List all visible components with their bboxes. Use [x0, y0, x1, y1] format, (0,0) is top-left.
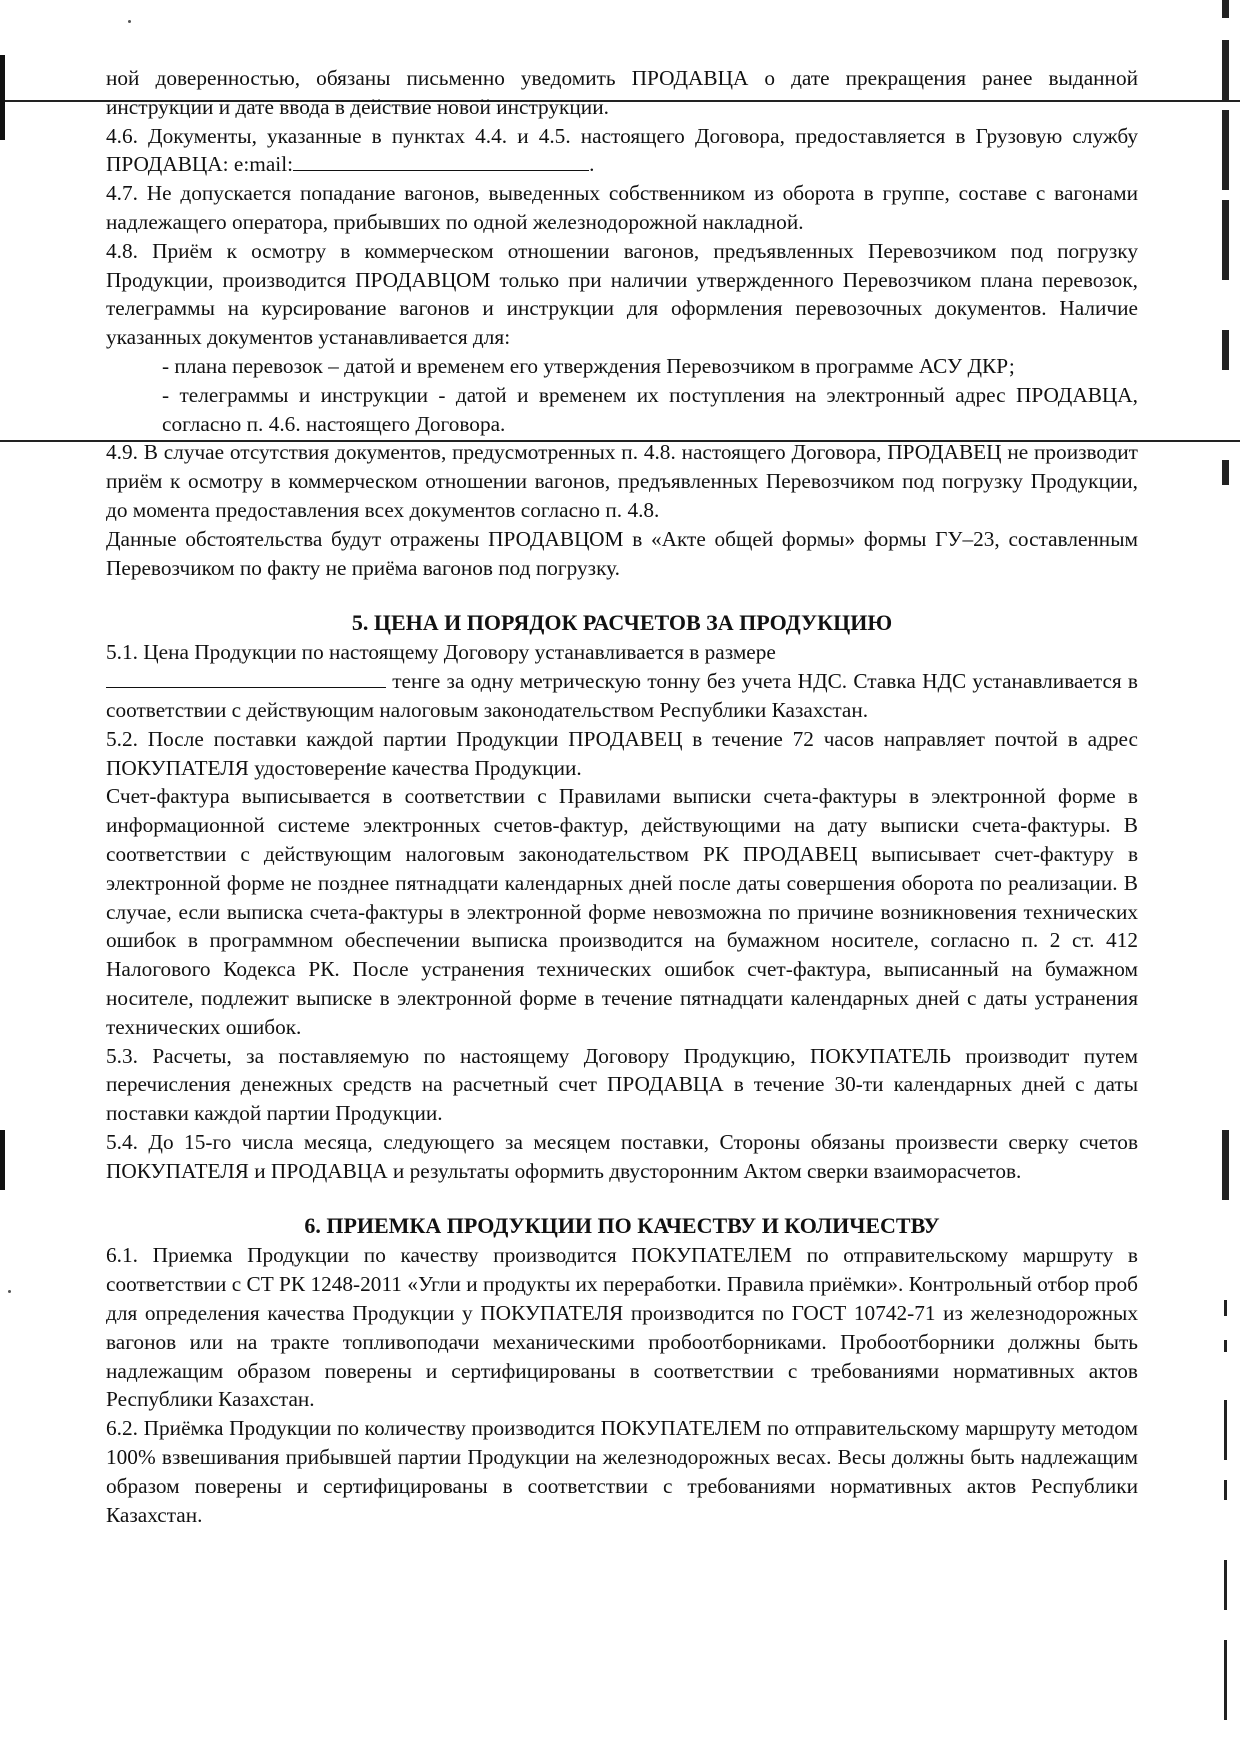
right-edge-mark-3 — [1222, 110, 1229, 190]
paragraph: 5.2. После поставки каждой партии Продукции ПРОДАВЕЦ в течение 72 часов направляет почтой в адрес ПОКУПАТЕЛЯ удостоверение качества Продукции. — [106, 726, 1138, 780]
section-heading: 6. ПРИЕМКА ПРОДУКЦИИ ПО КАЧЕСТВУ И КОЛИЧЕСТВУ — [304, 1213, 940, 1239]
paragraph — [106, 638, 1138, 724]
right-edge-mark-8 — [1224, 1300, 1227, 1316]
right-edge-mark-1 — [1222, 0, 1229, 18]
paragraph-text: 4.6. Документы, указанные в пунктах 4.4. и 4.5. настоящего Договора, предоставляется в Грузовую службу ПРОДАВЦА: e:mail: — [106, 123, 1138, 177]
paragraph: ной доверенностью, обязаны письменно уведомить ПРОДАВЦА о дате прекращения ранее выданной инструкции и дате ввода в действие новой инструкции. — [106, 66, 1138, 119]
paragraph — [106, 122, 1138, 180]
price-blank — [106, 667, 386, 688]
scan-speck — [128, 20, 131, 23]
paragraph: 4.7. Не допускается попадание вагонов, выведенных собственником из оборота в группе, составе с вагонами надлежащего оператора, прибывших по одной железнодорожной накладной. — [106, 181, 1138, 234]
email-blank — [293, 150, 589, 171]
paragraph: 6.1. Приемка Продукции по качеству производится ПОКУПАТЕЛЕМ по отправительскому маршруту в соответствии с СТ РК 1248-2011 «Угли и продукты их переработки. Правила приёмки». Контрольный отбор проб для определения качества Продукции у ПОКУПАТЕЛЯ производится по ГОСТ 10742-71 из железнодорожных вагонов или на тракте топливоподачи механическими пробоотборниками. Пробоотборники должны быть надлежащим образом поверены и сертифицированы в соответствии с требованиями нормативных актов Республики Казахстан. — [106, 1243, 1138, 1412]
right-edge-mark-4 — [1222, 200, 1229, 280]
paragraph: 6.2. Приёмка Продукции по количеству производится ПОКУПАТЕЛЕМ по отправительскому маршруту методом 100% взвешивания прибывшей партии Продукции на железнодорожных весах. Весы должны быть надлежащим образом поверены и сертифицированы в соответствии с требованиями нормативных актов Республики Казахстан. — [106, 1416, 1138, 1527]
document-body — [106, 64, 1138, 1529]
paragraph-text: . — [589, 152, 595, 177]
list-item: - плана перевозок – датой и временем его утверждения Перевозчиком в программе АСУ ДКР; — [162, 353, 1015, 378]
right-edge-mark-2 — [1222, 40, 1229, 100]
paragraph-text: 5.1. Цена Продукции по настоящему Договору устанавливается в размере — [106, 640, 776, 665]
right-edge-mark-7 — [1222, 1130, 1229, 1200]
paragraph-text: тенге за одну метрическую тонну без учета НДС. Ставка НДС устанавливается в соответствии с действующим налоговым законодательством Республики Казахстан. — [106, 669, 1138, 722]
list-item: - телеграммы и инструкции - датой и временем их поступления на электронный адрес ПРОДАВЦА, согласно п. 4.6. настоящего Договора. — [162, 382, 1138, 436]
right-edge-mark-9 — [1224, 1340, 1227, 1352]
paragraph: 5.3. Расчеты, за поставляемую по настоящему Договору Продукцию, ПОКУПАТЕЛЬ производит путем перечисления денежных средств на расчетный счет ПРОДАВЦА в течение 30-ти календарных дней с даты поставки каждой партии Продукции. — [106, 1043, 1138, 1126]
paragraph: 4.9. В случае отсутствия документов, предусмотренных п. 4.8. настоящего Договора, ПРОДАВЕЦ не производит приём к осмотру в коммерческом отношении вагонов, предъявленных Перевозчиком под погрузку Продукции, до момента предоставления всех документов согласно п. 4.8. — [106, 440, 1138, 522]
paragraph: 5.4. До 15-го числа месяца, следующего за месяцем поставки, Стороны обязаны произвести сверку счетов ПОКУПАТЕЛЯ и ПРОДАВЦА и результаты оформить двусторонним Актом сверки взаиморасчетов. — [106, 1129, 1138, 1183]
right-edge-mark-5 — [1222, 330, 1229, 370]
section-heading: 5. ЦЕНА И ПОРЯДОК РАСЧЕТОВ ЗА ПРОДУКЦИЮ — [351, 610, 893, 636]
right-edge-mark-13 — [1224, 1640, 1227, 1720]
right-edge-mark-11 — [1224, 1480, 1227, 1500]
left-edge-mark-bottom — [0, 1130, 5, 1190]
paragraph: 4.8. Приём к осмотру в коммерческом отношении вагонов, предъявленных Перевозчиком под погрузку Продукции, производится ПРОДАВЦОМ только при наличии утвержденного Перевозчиком плана перевозок, телеграммы на курсирование вагонов и инструкции для оформления перевозочных документов. Наличие указанных документов устанавливается для: — [106, 238, 1138, 350]
scan-speck — [8, 1290, 11, 1293]
right-edge-mark-10 — [1224, 1400, 1227, 1460]
paragraph: Данные обстоятельства будут отражены ПРОДАВЦОМ в «Акте общей формы» формы ГУ–23, составленным Перевозчиком по факту не приёма вагонов под погрузку. — [106, 526, 1138, 580]
right-edge-mark-6 — [1222, 460, 1229, 485]
right-edge-mark-12 — [1224, 1560, 1227, 1610]
left-edge-mark-top — [0, 55, 5, 140]
paragraph: Счет-фактура выписывается в соответствии с Правилами выписки счета-фактуры в электронной форме в информационной системе электронных счетов-фактур, действующими на дату выписки счета-фактуры. В соответствии с действующим налоговым законодательством РК ПРОДАВЕЦ выписывает счет-фактуру в электронной форме не позднее пятнадцати календарных дней после даты совершения оборота по реализации. В случае, если выписка счета-фактуры в электронной форме невозможна по причине возникновения технических ошибок в программном обеспечении выписка производится на бумажном носителе, согласно п. 2 ст. 412 Налогового Кодекса РК. После устранения технических ошибок счет-фактура, выписанный на бумажном носителе, подлежит выписке в электронной форме в течение пятнадцати календарных дней с даты устранения технических ошибок. — [106, 784, 1138, 1039]
